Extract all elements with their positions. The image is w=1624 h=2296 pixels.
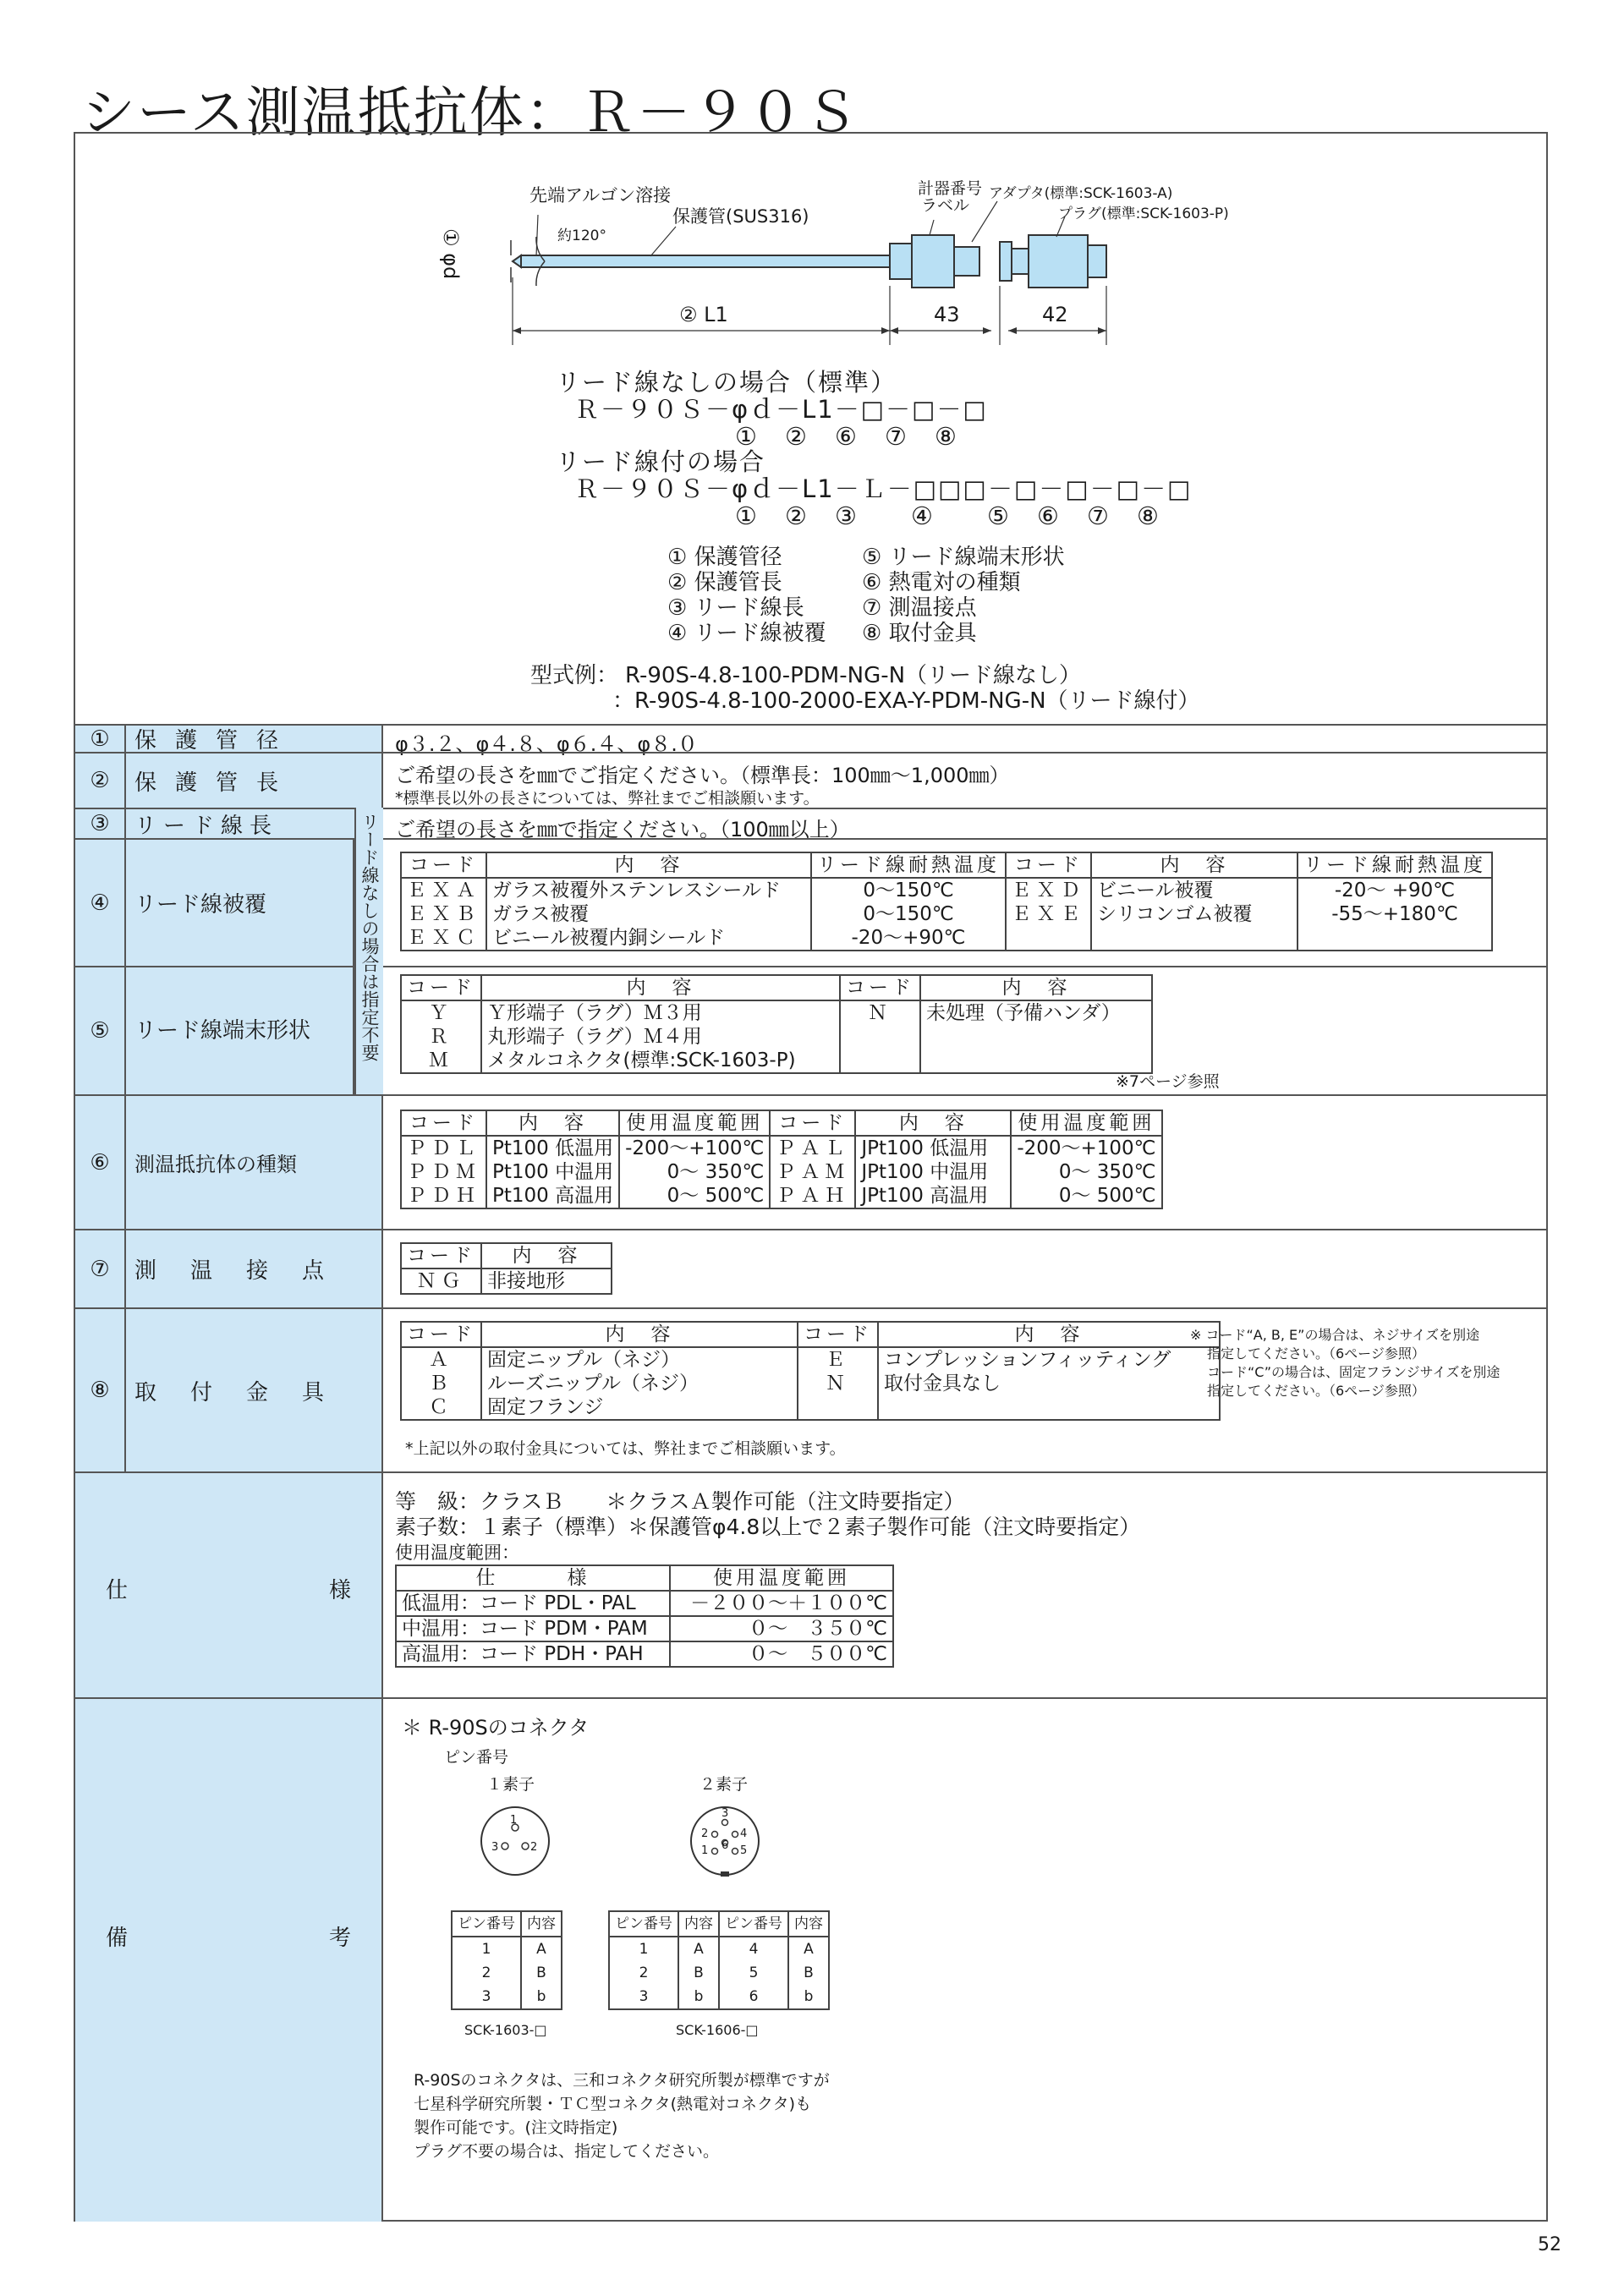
plug-flange: [1000, 242, 1012, 281]
row-tube-diameter: [75, 724, 1546, 756]
fitting-note-1: ※ コード“A, B, E”の場合は、ネジサイズを別途: [1190, 1327, 1480, 1343]
spec-sheet-frame: [74, 132, 1548, 2222]
th-code: コード: [401, 1110, 486, 1136]
spec-label-b: 様: [329, 1578, 352, 1603]
pin-number-label: ピン番号: [444, 1748, 509, 1767]
row-label: リード線長: [126, 809, 383, 838]
table-row: 高温用：コード PDH・PAH ０～ ５００℃: [396, 1641, 893, 1667]
table-row: Ｙ Ｙ形端子（ラグ）Ｍ３用 Ｎ 未処理（予備ハンダ）: [401, 1000, 1152, 1025]
legend-4: ④ リード線被覆: [667, 621, 826, 646]
example-2: ：R-90S-4.8-100-2000-EXA-Y-PDM-NG-N（リード線付）: [612, 688, 1200, 714]
fitting-note-2: 指定してください。（6ページ参照）: [1207, 1345, 1425, 1362]
row-number: ⑧: [75, 1309, 126, 1471]
table-row: ＰＤＨ Pt100 高温用 0～ 500℃ ＰＡＨ JPt100 高温用 0～ 500℃: [401, 1184, 1162, 1208]
th-content: 内 容: [481, 1322, 798, 1347]
row-value: φ３.２、φ４.８、φ６.４、φ８.０: [395, 732, 698, 756]
row-number: ⑥: [75, 1096, 126, 1229]
label-sticker-label: ラベル: [921, 196, 970, 215]
connector-title: ＊ R-90Sのコネクタ: [402, 1716, 590, 1740]
table-row: ＥＸＣ ビニール被覆内銅シールド -20～+90℃: [401, 926, 1492, 951]
th-content: 内 容: [920, 975, 1152, 1000]
remarks-text-3: 製作可能です。(注文時指定): [414, 2118, 618, 2137]
spec-line-3: 使用温度範囲：: [395, 1543, 519, 1563]
row-value: ご希望の長さを㎜で指定ください。（100㎜以上）: [395, 818, 850, 841]
legend-6: ⑥ 熱電対の種類: [862, 570, 1021, 595]
fitting-note-4: 指定してください。（6ページ参照）: [1207, 1383, 1425, 1399]
th-code: コード: [401, 975, 481, 1000]
pin-2-2: 2: [701, 1827, 709, 1840]
probe-diagram-area: [75, 134, 1546, 724]
pin-1: 1: [510, 1814, 518, 1827]
th-temp: リード線耐熱温度: [811, 852, 1006, 878]
table-row: 中温用：コード PDM・PAM ０～ ３５０℃: [396, 1616, 893, 1641]
legend-2: ② 保護管長: [667, 570, 782, 595]
diameter-label: ① φd: [439, 228, 463, 280]
lead-coating-table: [400, 852, 1493, 951]
no-lead-code: Ｒ－９０Ｓ－φｄ－L1－□－□－□: [574, 395, 988, 424]
th-code: コード: [401, 1243, 481, 1269]
pin-2-3: 3: [721, 1807, 729, 1820]
spec-temp-table: [395, 1564, 894, 1668]
table-row: 低温用：コード PDL・PAL －２００～＋１００℃: [396, 1591, 893, 1616]
table-row: Ｂ ルーズニップル（ネジ） Ｎ 取付金具なし: [401, 1372, 1220, 1395]
pin-table-1: ピン番号 内容 1 A 2 B 3 b: [451, 1910, 562, 2010]
th-spec: 仕 様: [396, 1565, 670, 1591]
th-content: 内 容: [1091, 852, 1298, 878]
row-label: 測温接点: [126, 1230, 383, 1307]
th-temp: 使用温度範囲: [670, 1565, 893, 1591]
lead-numbers: ① ② ③ ④ ⑤ ⑥ ⑦ ⑧: [735, 501, 1160, 530]
table-row: Ｍ メタルコネクタ(標準:SCK-1603-P): [401, 1049, 1152, 1073]
row-label: リード線被覆: [126, 840, 354, 966]
row-lead-terminal: [75, 966, 1546, 1094]
fitting-footnote: *上記以外の取付金具については、弊社までご相談願います。: [405, 1439, 846, 1458]
one-element-label: １素子: [486, 1775, 535, 1794]
table-row: ＥＸＢ ガラス被覆 0～150℃ ＥＸＥ シリコンゴム被覆 -55～+180℃: [401, 902, 1492, 926]
row-number: ④: [75, 840, 126, 966]
angle-label: 約120°: [557, 227, 606, 244]
th-code: コード: [1006, 852, 1091, 878]
table-row: ＮＧ 非接地形: [401, 1269, 612, 1294]
lead-terminal-table: [400, 974, 1153, 1074]
row-number: ⑦: [75, 1230, 126, 1307]
remarks-text-4: プラグ不要の場合は、指定してください。: [414, 2142, 720, 2161]
row-label: 保護管径: [126, 726, 383, 752]
vertical-note: リード線なしの場合は指定不要: [354, 808, 383, 1094]
row-label: 保護管長: [126, 753, 383, 808]
dim-42: 42: [1042, 303, 1068, 326]
th-code: コード: [770, 1110, 855, 1136]
remarks-label-a: 備: [106, 1926, 129, 1951]
legend-5: ⑤ リード線端末形状: [862, 545, 1065, 570]
lead-title: リード線付の場合: [556, 447, 766, 476]
example-1: R-90S-4.8-100-PDM-NG-N（リード線なし）: [625, 663, 1082, 688]
pin-table-1-caption: SCK-1603-□: [464, 2022, 547, 2038]
adapter-label: アダプタ(標準:SCK-1603-A): [989, 185, 1173, 202]
table-row: Ｃ 固定フランジ: [401, 1395, 1220, 1420]
row-number: ②: [75, 753, 126, 808]
page-number: 52: [1538, 2234, 1561, 2255]
dim-43: 43: [934, 303, 960, 326]
sheath-tip: [513, 255, 521, 267]
spec-label-a: 仕: [106, 1578, 129, 1603]
row-number: ⑤: [75, 967, 126, 1094]
fitting-table: [400, 1321, 1221, 1421]
row-label: 測温抵抗体の種類: [126, 1096, 383, 1229]
th-content: 内 容: [486, 1110, 619, 1136]
table-row: Ｒ 丸形端子（ラグ）Ｍ４用: [401, 1025, 1152, 1049]
th-code: コード: [401, 1322, 481, 1347]
row-specification: [75, 1471, 1546, 1697]
row-note: *標準長以外の長さについては、弊社までご相談願います。: [395, 789, 820, 808]
dim-l1: ② L1: [679, 303, 728, 326]
no-lead-title: リード線なしの場合（標準）: [556, 368, 897, 397]
pin-2: 2: [530, 1841, 538, 1854]
pin-table-2-caption: SCK-1606-□: [676, 2022, 759, 2038]
table-row: ＥＸＡ ガラス被覆外ステンレスシールド 0～150℃ ＥＸＤ ビニール被覆 -20～ +90℃: [401, 878, 1492, 902]
row-label: リード線端末形状: [126, 967, 354, 1094]
th-code: コード: [798, 1322, 878, 1347]
example-label: 型式例：: [530, 663, 619, 688]
row-label: 取付金具: [126, 1309, 383, 1471]
connector-1-face: [473, 1799, 557, 1883]
lead-code: Ｒ－９０Ｓ－φｄ－L1－Ｌ－□□□－□－□－□－□: [574, 474, 1193, 503]
spec-label-cell: [75, 1473, 383, 1697]
row-junction: [75, 1229, 1546, 1307]
table-row: ＰＤＭ Pt100 中温用 0～ 350℃ ＰＡＭ JPt100 中温用 0～ 350℃: [401, 1160, 1162, 1184]
tip-weld-label: 先端アルゴン溶接: [529, 185, 672, 205]
row-number: ③: [75, 809, 126, 838]
table-row: ＰＤＬ Pt100 低温用 -200～+100℃ ＰＡＬ JPt100 低温用 -200～+100℃: [401, 1136, 1162, 1160]
th-temp: 使用温度範囲: [1011, 1110, 1161, 1136]
remarks-text-2: 七星科学研究所製・ＴＣ型コネクタ(熱電対コネクタ)も: [414, 2095, 812, 2113]
pin-2-1: 1: [701, 1844, 709, 1857]
th-content: 内 容: [481, 1243, 612, 1269]
row-lead-coating: [75, 838, 1546, 966]
spec-line-2: 素子数：１素子（標準）＊保護管φ4.8以上で２素子製作可能（注文時要指定）: [395, 1515, 1141, 1539]
pin-2-4: 4: [740, 1827, 748, 1840]
two-element-label: ２素子: [700, 1775, 749, 1794]
adapter-nut: [890, 244, 912, 279]
plug-label: プラグ(標準:SCK-1603-P): [1058, 205, 1229, 222]
th-temp: リード線耐熱温度: [1298, 852, 1492, 878]
remarks-label-b: 考: [329, 1926, 352, 1951]
rtd-type-table: [400, 1110, 1163, 1209]
legend-8: ⑧ 取付金具: [862, 621, 977, 646]
junction-table: [400, 1242, 612, 1295]
meter-number-label: 計器番号: [918, 179, 983, 198]
plug-body: [1029, 235, 1088, 288]
row-note: ※7ページ参照: [1116, 1072, 1220, 1091]
adapter-body: [912, 235, 954, 288]
row-rtd-type: [75, 1094, 1546, 1229]
th-code: コード: [840, 975, 920, 1000]
pin-2-5: 5: [740, 1844, 748, 1857]
th-temp: 使用温度範囲: [619, 1110, 770, 1136]
fitting-note-3: コード“C”の場合は、固定フランジサイズを別途: [1207, 1364, 1501, 1380]
th-content: 内 容: [878, 1322, 1220, 1347]
row-number: ①: [75, 726, 126, 752]
no-lead-numbers: ① ② ⑥ ⑦ ⑧: [735, 422, 958, 451]
row-value: ご希望の長さを㎜でご指定ください。（標準長：100㎜～1,000㎜）: [395, 764, 1010, 787]
remarks-text-1: R-90Sのコネクタは、三和コネクタ研究所製が標準ですが: [414, 2071, 830, 2090]
tube-material-label: 保護管(SUS316): [672, 206, 809, 227]
th-code: コード: [401, 852, 486, 878]
row-tube-length: [75, 752, 1546, 808]
spec-line-1: 等 級：クラスＢ ＊クラスＡ製作可能（注文時要指定）: [395, 1489, 965, 1514]
legend-7: ⑦ 測温接点: [862, 595, 977, 621]
th-content: 内 容: [486, 852, 811, 878]
th-content: 内 容: [481, 975, 840, 1000]
pin-3: 3: [491, 1841, 499, 1854]
row-fitting: [75, 1307, 1546, 1471]
pin-2-6: 6: [721, 1839, 729, 1852]
row-remarks: [75, 1697, 1546, 2222]
legend-3: ③ リード線長: [667, 595, 804, 621]
remarks-label-cell: [75, 1699, 383, 2222]
table-row: Ａ 固定ニップル（ネジ） Ｅ コンプレッションフィッティング: [401, 1347, 1220, 1372]
th-content: 内 容: [855, 1110, 1011, 1136]
row-lead-length: [75, 808, 1546, 841]
page-title: シース測温抵抗体：Ｒ－９０Ｓ: [81, 82, 860, 145]
pin-table-2: ピン番号 内容 ピン番号 内容 1 A 4 A 2 B 5 B 3 b 6 b: [608, 1910, 830, 2010]
legend-1: ① 保護管径: [667, 545, 782, 570]
